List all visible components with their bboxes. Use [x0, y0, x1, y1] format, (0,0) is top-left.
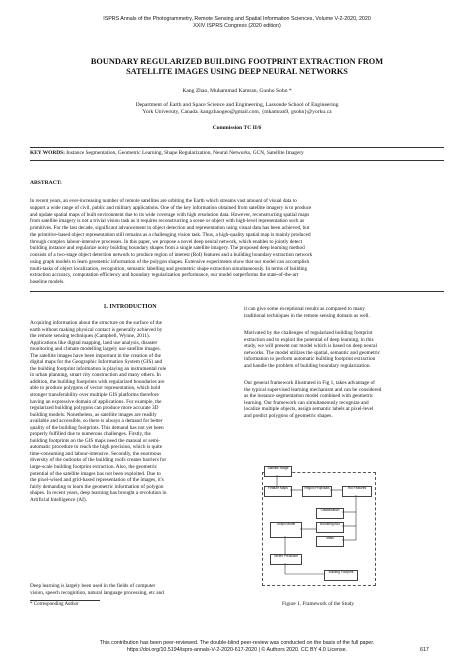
affiliation-line-1: Department of Earth and Space Science and Engineering, Lassonde School of Engineering [135, 102, 339, 108]
text-line: automatic procedure to reach the high precision, which is quite [30, 444, 163, 451]
abstract-line: through complex labour-intensive processes. In this paper, we propose a novel deep neural network, which enables to jointly detect [30, 238, 303, 245]
text-line: Applications like digital mapping, land use analysis, disaster [30, 339, 158, 346]
journal-header: ISPRS Annals of the Photogrammetry, Remote Sensing and Spatial Information Sciences, Volume V-2-2020, 2020 [103, 16, 371, 22]
title-line-1: BOUNDARY REGULARIZED BUILDING FOOTPRINT EXTRACTION FROM [90, 57, 384, 66]
figure-box: Region Proposals [302, 486, 332, 497]
text-line: the typical supervised learning mechanism and can be considered [244, 386, 382, 393]
text-line: it can give some exceptional results as compared to many [244, 306, 365, 312]
affiliation-line-2: York University, Canada. kangzhaogeo@gmail.com, {mkamran9, gsohn}@yorku.ca [142, 109, 332, 115]
abstract-line: from satellite imagery is not a trivial vision task as it requires reconstructing a scene or object with high-level representation such as [30, 218, 305, 225]
abstract-line: extraction accuracy, computation efficiency and boundary regularization performance, our model outperforms the state-of-the-art [30, 272, 299, 279]
text-line: The satellite images have been important in the creation of the [30, 352, 161, 359]
figure-box: RoI Features [342, 486, 372, 497]
divider [30, 291, 444, 292]
footer-doi: https://doi.org/10.5194/isprs-annals-V-2-2020-617-2020 | © Authors 2020. CC BY 4.0 License. [126, 647, 348, 653]
title-line-2: SATELLITE IMAGES USING DEEP NEURAL NETWORKS [126, 67, 348, 76]
abstract-heading: ABSTRACT: [30, 180, 62, 186]
text-line: potential of the satellite images has not been exploited. Due to [30, 470, 161, 477]
figure-box: Vertex Prediction [270, 554, 302, 565]
figure-box: Building Footprint [324, 570, 358, 581]
text-line: addition, the building footprints with regularized boundaries are [30, 378, 165, 385]
text-line: networks. The model utilizes the spatial, semantic and geometric [244, 349, 381, 356]
abstract-body [30, 198, 444, 286]
congress-header: XXIV ISPRS Congress (2020 edition) [193, 23, 281, 29]
abstract-line: using graph models to learn geometric information of the polygon shapes. Extensive experiments show that our model can accomplish [30, 258, 310, 265]
text-line: time-consuming and labour-intensive. Secondly, the enormous [30, 450, 162, 457]
text-line: traditional techniques in the remote sensing domain as well. [244, 312, 370, 319]
text-line: having an expressive domain of applications. For example, the [30, 398, 162, 405]
text-line: information to perform automatic building footprint extraction [244, 356, 376, 363]
commission: Commission TC II/6 [212, 125, 262, 131]
page-number: 617 [420, 647, 429, 653]
text-line: Our general framework illustrated in Fig 1, takes advantage of [244, 380, 375, 386]
text-line: Artificial Intelligence (AI). [30, 496, 87, 503]
text-line: earth without making physical contact is generally achieved by [30, 326, 163, 333]
intro-right-paragraph-2 [244, 330, 444, 369]
abstract-line: building instance and regularize noisy building boundary shapes from a single satellite imagery. The proposed deep learning method [30, 245, 305, 252]
text-line: large-scale building footprint extraction. Also, the geometric [30, 464, 158, 471]
abstract-line: the primitive-based object representation still remains as a challenging vision task. Thus, a high-quality spatial map is mainly produced [30, 231, 311, 238]
figure-box: Bounding Box [316, 522, 344, 533]
divider [30, 147, 444, 148]
text-line: digital maps for the Geographic Information System (GIS) and [30, 359, 163, 366]
text-line: properly fulfilled due to numerous challenges. Firstly, the [30, 431, 151, 438]
text-line: available and accessible, so there is always a demand for better [30, 418, 163, 425]
divider [30, 160, 444, 161]
keywords-label: KEY WORDS: [30, 150, 65, 156]
keywords [30, 150, 444, 157]
abstract-line: multi-tasks of object localization, recognition, semantic labelling and geometric shape extraction simultaneously. In terms of building [30, 265, 308, 272]
figure-box: Classification [316, 508, 344, 519]
text-line: building footprints on the GIS maps need the manual or semi- [30, 437, 161, 444]
abstract-line: support a wide range of civil, public and military applications. One of the key information obtained from satellite imagery is to produce [30, 204, 312, 211]
figure-box: Satellite Image [264, 466, 292, 477]
footnote-rule [30, 600, 100, 601]
text-line: localize multiple objects, assign semantic labels at pixel-level [244, 406, 374, 413]
text-line: Deep learning is largely been used in the fields of computer [30, 583, 156, 589]
figure-box: Mask [316, 536, 344, 547]
text-line: quality of the building footprints. This demand has not yet been [30, 424, 164, 431]
footer-review-note: This contribution has been peer-reviewed. The double-blind peer-review was conducted on the basis of the full paper. [99, 640, 375, 646]
text-line: Motivated by the challenges of regularized building footprint [244, 330, 373, 336]
text-line: in urban planning, smart city construction and many others. In [30, 372, 161, 379]
keywords-text: Instance Segmentation, Geometric Learning, Shape Regularization, Neural Networks, GCN, Satellite Imagery [66, 150, 304, 156]
text-line: extraction and to exploit the potential of deep learning, in this [244, 336, 374, 343]
framework-figure [256, 462, 380, 594]
authors: Kang Zhao, Muhammad Kamran, Gunho Sohn * [182, 88, 292, 94]
text-line: fairly demanding to learn the geometric information of polygon [30, 483, 164, 490]
text-line: vision, speech recognition, natural language processing, etc and [30, 589, 164, 596]
text-line: monitoring and climate modelling largely use satellite images. [30, 346, 161, 353]
intro-left-paragraph [30, 320, 230, 503]
text-line: diversity of the outlooks of the building roofs creates barriers for [30, 457, 167, 464]
text-line: the building footprint information is playing an instrumental role [30, 365, 167, 372]
text-line: study, we will present our model which is based on deep neural [244, 343, 377, 350]
text-line: able to produce polygons of vector representation, which hold [30, 385, 161, 392]
abstract-line: and update spatial maps of built environment due to its wide coverage with high resolution data. However, reconstructing spatial maps [30, 211, 310, 218]
section-heading: 1. INTRODUCTION [103, 304, 157, 310]
intro-left-paragraph-2 [30, 583, 230, 596]
text-line: stronger transferability over multiple GIS platforms therefore [30, 392, 159, 399]
abstract-line: consists of a two-stage object detection network to produce region of interest (RoI) features and a building boundary extraction network [30, 252, 313, 258]
abstract-line: In recent years, an ever-increasing number of remote satellites are orbiting the Earth which streams vast amount of visual data to [30, 198, 297, 204]
text-line: the pixel-wised and grid-based representation of the images, it's [30, 477, 164, 484]
abstract-line: baseline models. [30, 279, 65, 285]
text-line: Acquiring information about the structure on the surface of the [30, 320, 162, 326]
text-line: and predict polygons of geometric shapes. [244, 412, 333, 419]
intro-right-paragraph-1 [244, 306, 444, 319]
figure-box: Graph Model [270, 522, 302, 538]
intro-right-paragraph-3 [244, 380, 444, 419]
text-line: regularized building polygons can produce more accurate 3D [30, 405, 159, 412]
footnote: * Corresponding Author [30, 602, 79, 607]
text-line: learning. Our framework can simultaneously recognize and [244, 399, 369, 406]
paper-title [40, 57, 434, 77]
figure-box: Feature Maps [264, 486, 292, 497]
text-line: and handle the problem of building boundary regularization. [244, 362, 371, 369]
figure-arrows [256, 462, 380, 594]
text-line: shapes. In recent years, deep learning has brought a revolution in [30, 490, 167, 497]
abstract-line: primitives. For the last decade, significant advancement in object detection and representation using visual data has been achieved, but [30, 225, 310, 231]
figure-caption: Figure 1. Framework of the Study [281, 601, 355, 607]
text-line: the remote sensing techniques (Campbell, Wynne, 2011). [30, 333, 150, 340]
text-line: as the instance segmentation model combined with geometric [244, 393, 374, 400]
text-line: building models. Nonetheless, as satellite images are readily [30, 411, 157, 418]
